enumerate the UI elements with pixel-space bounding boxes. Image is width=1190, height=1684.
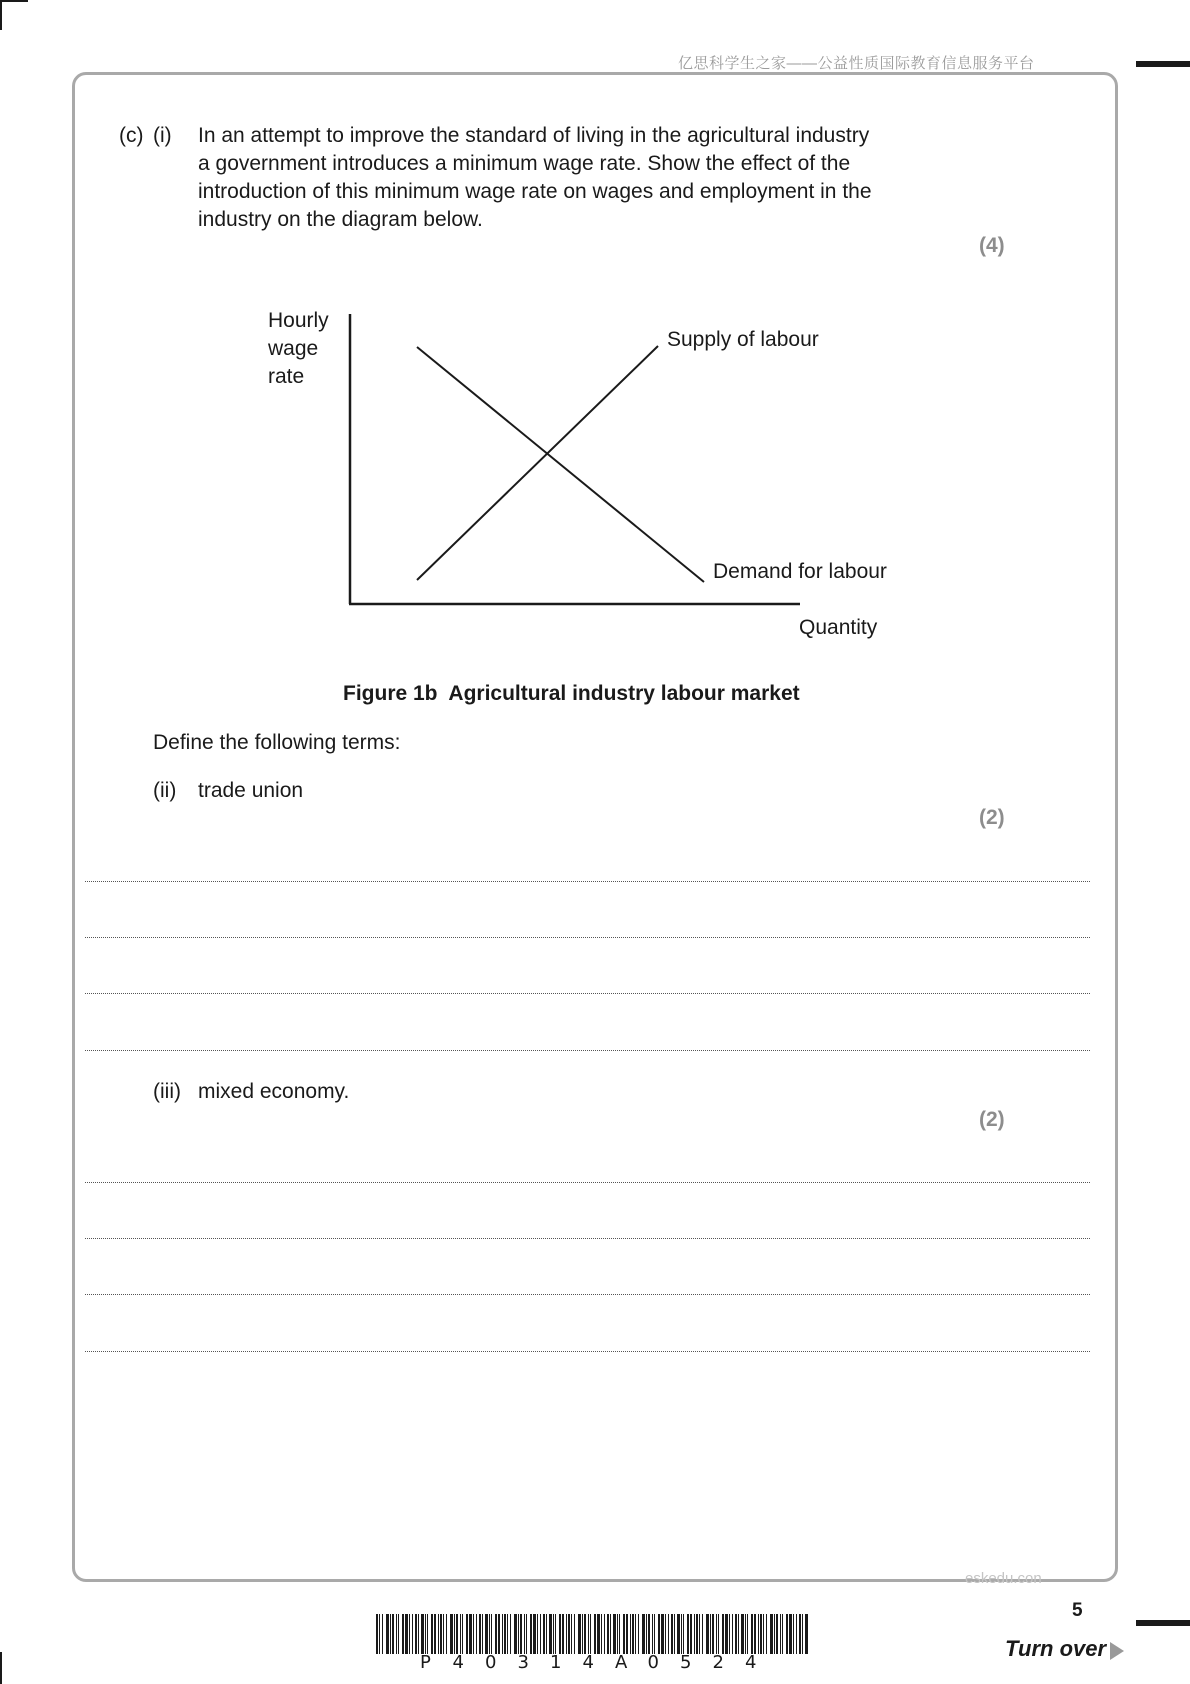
barcode-bar — [702, 1614, 703, 1654]
barcode-bar — [732, 1614, 733, 1654]
define-intro: Define the following terms: — [153, 731, 401, 754]
barcode-bar — [415, 1614, 417, 1654]
barcode-digits — [420, 1652, 778, 1673]
barcode-bar — [690, 1614, 692, 1654]
barcode-bar — [555, 1614, 556, 1654]
barcode-bar — [738, 1614, 739, 1654]
barcode-digit: 5 — [680, 1652, 692, 1673]
barcode-bar — [582, 1614, 583, 1654]
question-ii-text: trade union — [198, 779, 304, 802]
barcode-bar — [392, 1614, 394, 1654]
barcode-bar — [473, 1614, 474, 1654]
barcode-bar — [665, 1614, 666, 1654]
barcode-bar — [632, 1614, 634, 1654]
barcode-digit: 0 — [485, 1652, 497, 1673]
barcode-bar — [462, 1614, 463, 1654]
barcode-bar — [588, 1614, 589, 1654]
barcode-bar — [751, 1614, 753, 1654]
barcode-bar — [549, 1614, 552, 1654]
turn-over-arrow-icon — [1110, 1642, 1124, 1660]
barcode-digit: 0 — [647, 1652, 659, 1673]
barcode-bar — [687, 1614, 689, 1654]
barcode-bar — [398, 1614, 399, 1654]
answer-line[interactable] — [85, 1238, 1090, 1239]
question-label-i: (i) — [153, 124, 172, 147]
answer-line[interactable] — [85, 993, 1090, 994]
watermark-bottom: eskedu.con — [965, 1570, 1042, 1587]
supply-curve-label: Supply of labour — [667, 328, 819, 351]
barcode-bar — [584, 1614, 586, 1654]
barcode-digit: 3 — [517, 1652, 529, 1673]
barcode-bar — [741, 1614, 744, 1654]
barcode-bar — [735, 1614, 737, 1654]
barcode-bar — [396, 1614, 397, 1654]
barcode-bar — [382, 1614, 383, 1654]
barcode-bar — [706, 1614, 709, 1654]
barcode-bar — [642, 1614, 645, 1654]
barcode-bar — [566, 1614, 567, 1654]
barcode-bar — [502, 1614, 503, 1654]
barcode-bar — [696, 1614, 698, 1654]
barcode-bar — [590, 1614, 591, 1654]
barcode-bar — [526, 1614, 527, 1654]
barcode-bar — [716, 1614, 717, 1654]
barcode-bar — [607, 1614, 609, 1654]
question-label-iii: (iii) — [153, 1080, 181, 1103]
answer-line[interactable] — [85, 937, 1090, 938]
barcode-bar — [604, 1614, 605, 1654]
barcode-bar — [774, 1614, 775, 1654]
supply-curve — [417, 346, 658, 580]
barcode-bar — [796, 1614, 797, 1654]
barcode-digit: 1 — [550, 1652, 562, 1673]
barcode-bar — [766, 1614, 767, 1654]
barcode-bar — [518, 1614, 519, 1654]
barcode-bar — [638, 1614, 639, 1654]
barcode-bar — [510, 1614, 511, 1654]
barcode-bar — [434, 1614, 436, 1654]
barcode-bar — [562, 1614, 564, 1654]
barcode-bar — [546, 1614, 547, 1654]
barcode-bar — [507, 1614, 508, 1654]
barcode-bar — [489, 1614, 490, 1654]
barcode-digit: 4 — [745, 1652, 757, 1673]
barcode-bar — [623, 1614, 625, 1654]
barcode-bar — [718, 1614, 719, 1654]
barcode-bar — [446, 1614, 447, 1654]
barcode-bar — [617, 1614, 618, 1654]
question-label-ii: (ii) — [153, 779, 177, 802]
barcode-bar — [745, 1614, 746, 1654]
barcode-bar — [780, 1614, 781, 1654]
barcode-bar — [571, 1614, 572, 1654]
barcode-bar — [652, 1614, 653, 1654]
barcode-digit: A — [615, 1652, 628, 1673]
answer-line[interactable] — [85, 1351, 1090, 1352]
barcode-bar — [747, 1614, 748, 1654]
barcode-bar — [559, 1614, 561, 1654]
barcode-bar — [533, 1614, 536, 1654]
barcode-bar — [699, 1614, 700, 1654]
barcode-bar — [482, 1614, 483, 1654]
question-line: industry on the diagram below. — [198, 208, 483, 231]
barcode-bar — [440, 1614, 442, 1654]
barcode-bar — [658, 1614, 660, 1654]
barcode-bar — [524, 1614, 525, 1654]
barcode-bar — [671, 1614, 673, 1654]
question-line: introduction of this minimum wage rate on wages and employment in the — [198, 180, 872, 203]
barcode-bar — [454, 1614, 455, 1654]
barcode-bar — [402, 1614, 404, 1654]
barcode-bar — [412, 1614, 413, 1654]
barcode-bar — [568, 1614, 570, 1654]
barcode-bar — [574, 1614, 575, 1654]
barcode-bar — [409, 1614, 410, 1654]
barcode-bar — [793, 1614, 794, 1654]
y-axis-label-line: Hourly — [268, 309, 329, 332]
barcode-bar — [578, 1614, 581, 1654]
barcode-bar — [386, 1614, 389, 1654]
barcode-bar — [543, 1614, 545, 1654]
barcode-bar — [456, 1614, 458, 1654]
barcode-bar — [425, 1614, 426, 1654]
answer-line[interactable] — [85, 1294, 1090, 1295]
barcode-bar — [799, 1614, 801, 1654]
figure-caption: Figure 1b Agricultural industry labour market — [343, 682, 800, 705]
barcode-bar — [619, 1614, 620, 1654]
barcode-bar — [438, 1614, 439, 1654]
barcode-bar — [635, 1614, 636, 1654]
question-line: In an attempt to improve the standard of living in the agricultural industry — [198, 124, 870, 147]
barcode-bar — [674, 1614, 675, 1654]
barcode-bar — [498, 1614, 500, 1654]
barcode-bar — [613, 1614, 616, 1654]
marks-c-i: (4) — [979, 234, 1005, 257]
barcode-bar — [553, 1614, 554, 1654]
question-line: a government introduces a minimum wage rate. Show the effect of the — [198, 152, 851, 175]
barcode-bar — [495, 1614, 497, 1654]
barcode-bar — [460, 1614, 461, 1654]
barcode-bar — [405, 1614, 408, 1654]
labour-market-diagram[interactable] — [0, 0, 1190, 700]
barcode-bar — [694, 1614, 695, 1654]
barcode-bar — [520, 1614, 522, 1654]
barcode-bar — [654, 1614, 655, 1654]
barcode-bar — [630, 1614, 631, 1654]
barcode-bar — [776, 1614, 778, 1654]
watermark-top: 亿思科学生之家——公益性质国际教育信息服务平台 — [678, 55, 1035, 72]
marks-ii: (2) — [979, 806, 1005, 829]
barcode-bar — [479, 1614, 481, 1654]
barcode-digit: 4 — [452, 1652, 464, 1673]
demand-curve-label: Demand for labour — [713, 560, 887, 583]
barcode-bar — [431, 1614, 433, 1654]
marks-iii: (2) — [979, 1108, 1005, 1131]
barcode-bar — [802, 1614, 803, 1654]
barcode-bar — [594, 1614, 596, 1654]
y-axis-label-line: wage — [268, 337, 319, 360]
barcode-bar — [789, 1614, 792, 1654]
barcode-bar — [763, 1614, 764, 1654]
barcode-bar — [710, 1614, 711, 1654]
barcode-bar — [786, 1614, 788, 1654]
barcode-bar — [376, 1614, 378, 1654]
barcode-bar — [626, 1614, 628, 1654]
barcode-bar — [418, 1614, 419, 1654]
y-axis-label — [268, 307, 329, 391]
barcode-bar — [754, 1614, 756, 1654]
crop-mark-bottom-left — [0, 1652, 2, 1684]
barcode-bar — [540, 1614, 541, 1654]
barcode-bar — [466, 1614, 468, 1654]
page-number: 5 — [1072, 1600, 1083, 1621]
barcode-bar — [770, 1614, 773, 1654]
barcode-bar — [648, 1614, 650, 1654]
barcode-digit: 2 — [712, 1652, 724, 1673]
barcode-bar — [450, 1614, 453, 1654]
answer-line[interactable] — [85, 881, 1090, 882]
barcode-bar — [537, 1614, 538, 1654]
edge-bar-bottom-right — [1136, 1620, 1190, 1626]
barcode-bar — [504, 1614, 506, 1654]
answer-line[interactable] — [85, 1182, 1090, 1183]
barcode-bar — [421, 1614, 424, 1654]
barcode-bar — [443, 1614, 444, 1654]
barcode-bar — [805, 1614, 808, 1654]
barcode-bar — [668, 1614, 669, 1654]
barcode-bar — [683, 1614, 684, 1654]
x-axis-label: Quantity — [799, 616, 878, 639]
barcode-bar — [782, 1614, 783, 1654]
barcode-bar — [712, 1614, 714, 1654]
barcode-digit: P — [420, 1652, 431, 1673]
barcode-bar — [530, 1614, 532, 1654]
barcode — [376, 1614, 810, 1654]
barcode-bar — [427, 1614, 428, 1654]
turn-over-label: Turn over — [1005, 1636, 1107, 1661]
barcode-bar — [469, 1614, 472, 1654]
barcode-bar — [677, 1614, 680, 1654]
barcode-bar — [514, 1614, 517, 1654]
demand-curve — [417, 347, 704, 582]
barcode-bar — [390, 1614, 391, 1654]
answer-line[interactable] — [85, 1050, 1090, 1051]
question-iii-text: mixed economy. — [198, 1080, 350, 1103]
barcode-bar — [661, 1614, 664, 1654]
barcode-bar — [681, 1614, 682, 1654]
barcode-bar — [760, 1614, 762, 1654]
y-axis-label-line: rate — [268, 365, 305, 388]
barcode-bar — [729, 1614, 730, 1654]
barcode-bar — [476, 1614, 477, 1654]
barcode-bar — [601, 1614, 602, 1654]
barcode-bar — [491, 1614, 492, 1654]
barcode-bar — [722, 1614, 724, 1654]
barcode-bar — [597, 1614, 600, 1654]
barcode-bar — [610, 1614, 611, 1654]
barcode-digit: 4 — [582, 1652, 594, 1673]
barcode-bar — [758, 1614, 759, 1654]
barcode-bar — [725, 1614, 728, 1654]
barcode-bar — [646, 1614, 647, 1654]
question-label-c: (c) — [119, 124, 144, 147]
barcode-bar — [379, 1614, 380, 1654]
barcode-bar — [485, 1614, 488, 1654]
